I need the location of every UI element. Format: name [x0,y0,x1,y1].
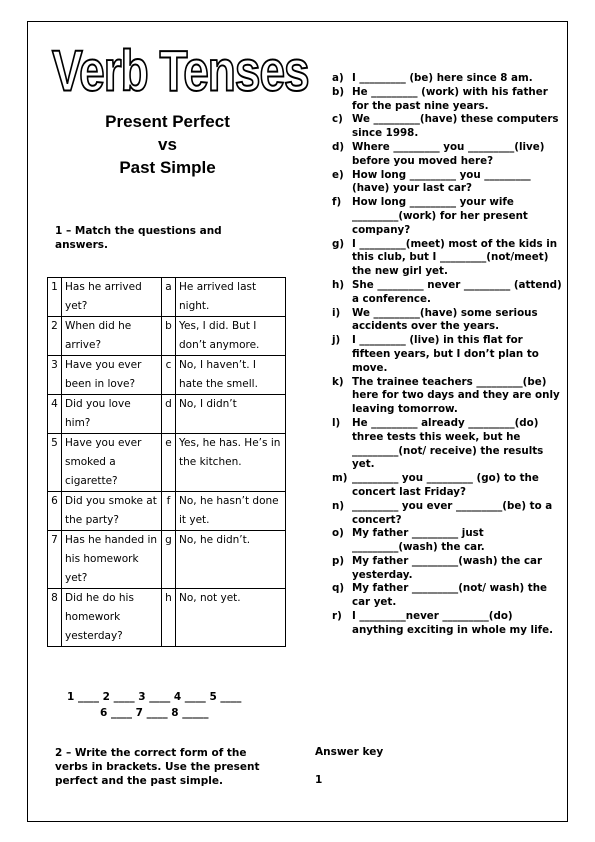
row-number: 1 [48,278,62,317]
exercise-text: I _________ (be) here since 8 am. [352,72,533,84]
exercise-letter: a) [332,72,344,84]
row-letter: f [162,492,176,531]
row-letter: a [162,278,176,317]
exercise-text: How long _________ you _________ (have) your last car? [352,168,531,195]
exercise-letter: o) [332,527,344,540]
row-number: 8 [48,589,62,647]
question-cell: When did he arrive? [62,317,162,356]
exercise-item[interactable] [332,307,562,335]
exercise-text: We _________(have) these computers since 1998. [352,113,559,140]
exercise-letter: j) [332,334,341,347]
exercise-item[interactable] [332,610,562,638]
question-cell: Did you love him? [62,395,162,434]
question-cell: Have you ever smoked a cigarette? [62,434,162,492]
table-row [48,589,286,647]
matching-table [47,277,286,647]
exercise-text: My father _________(not/ wash) the car yet. [352,582,548,609]
row-number: 5 [48,434,62,492]
exercise-item[interactable] [332,334,562,375]
worksheet-title: Verb Tenses [52,38,309,103]
table-row [48,531,286,589]
exercise-letter: q) [332,582,345,595]
exercise-text: _________ you _________ (go) to the concert last Friday? [352,472,539,498]
exercise-letter: i) [332,306,341,319]
exercise-item[interactable] [332,169,562,197]
row-letter: d [162,395,176,434]
matching-answer-lines [55,689,285,721]
table-row [48,317,286,356]
question-cell: Did you smoke at the party? [62,492,162,531]
answer-key-title: Answer key [315,746,384,758]
table-row [48,395,286,434]
answer-line-1[interactable]: 1 ____ 2 ____ 3 ____ 4 ____ 5 ____ [67,691,242,703]
exercise-item[interactable] [332,113,562,141]
exercise-letter: k) [332,375,344,388]
exercise-letter: r) [332,610,342,623]
section2-heading: 2 – Write the correct form of the verbs in brackets. Use the present perfect and the past simple. [55,747,260,787]
subtitle-line-1: Present Perfect [105,112,230,131]
exercise-text: My father _________(wash) the car yesterday. [352,554,543,581]
exercise-letter: p) [332,554,345,567]
exercise-item[interactable] [332,555,562,583]
answer-cell: No, I haven’t. I hate the smell. [176,356,286,395]
exercise-list [332,72,562,638]
exercise-letter: e) [332,168,344,181]
answer-cell: No, he hasn’t done it yet. [176,492,286,531]
exercise-text: He _________ (work) with his father for the past nine years. [352,85,548,112]
exercise-text: We _________(have) some serious accidents over the years. [352,306,538,333]
table-row [48,356,286,395]
exercise-text: _________ you ever _________(be) to a concert? [352,499,553,526]
subtitle-line-3: Past Simple [119,158,216,177]
exercise-item[interactable] [332,472,562,500]
exercise-text: I _________ (live) in this flat for fifteen years, but I don’t plan to move. [352,334,539,374]
table-row [48,434,286,492]
exercise-text: How long _________ your wife _________(work) for her present company? [352,196,528,236]
answer-cell: No, he didn’t. [176,531,286,589]
row-letter: g [162,531,176,589]
exercise-text: Where _________ you _________(live) before you moved here? [352,140,545,167]
exercise-letter: b) [332,85,345,98]
exercise-letter: n) [332,499,345,512]
table-row [48,492,286,531]
row-number: 3 [48,356,62,395]
exercise-text: The trainee teachers _________(be) here for two days and they are only leaving tomorrow. [352,375,560,416]
table-row [48,278,286,317]
exercise-text: He _________ already _________(do) three tests this week, but he _________(not/ receive) the results yet. [352,416,544,471]
exercise-item[interactable] [332,417,562,472]
exercise-item[interactable] [332,500,562,528]
row-number: 7 [48,531,62,589]
exercise-letter: f) [332,196,342,209]
question-cell: Has he handed in his homework yet? [62,531,162,589]
question-cell: Has he arrived yet? [62,278,162,317]
exercise-letter: m) [332,472,348,485]
exercise-letter: g) [332,237,345,250]
answer-cell: Yes, I did. But I don’t anymore. [176,317,286,356]
answer-cell: No, not yet. [176,589,286,647]
question-cell: Did he do his homework yesterday? [62,589,162,647]
exercise-item[interactable] [332,238,562,279]
answer-cell: No, I didn’t [176,395,286,434]
exercise-letter: h) [332,278,345,291]
section1-heading: 1 – Match the questions and answers. [55,225,222,251]
exercise-item[interactable] [332,72,562,86]
row-number: 4 [48,395,62,434]
row-letter: b [162,317,176,356]
exercise-letter: l) [332,416,341,429]
exercise-item[interactable] [332,376,562,417]
exercise-item[interactable] [332,527,562,555]
exercise-text: I _________(meet) most of the kids in this club, but I _________(not/meet) the new girl yet. [352,237,558,278]
answer-line-2[interactable]: 6 ____ 7 ____ 8 _____ [100,707,209,719]
exercise-text: She _________ never _________ (attend) a conference. [352,278,562,305]
exercise-item[interactable] [332,582,562,610]
exercise-letter: c) [332,113,343,126]
answer-key-first-item: 1 [315,774,323,786]
row-letter: h [162,589,176,647]
exercise-item[interactable] [332,141,562,169]
answer-cell: Yes, he has. He’s in the kitchen. [176,434,286,492]
row-number: 2 [48,317,62,356]
subtitle-line-2: vs [158,135,177,154]
row-number: 6 [48,492,62,531]
exercise-text: I _________never _________(do) anything exciting in whole my life. [352,610,553,636]
answer-cell: He arrived last night. [176,278,286,317]
exercise-item[interactable] [332,86,562,114]
subtitle [60,110,275,179]
exercise-letter: d) [332,140,345,153]
question-cell: Have you ever been in love? [62,356,162,395]
row-letter: e [162,434,176,492]
row-letter: c [162,356,176,395]
exercise-text: My father _________ just _________(wash) the car. [352,527,485,554]
exercise-item[interactable] [332,196,562,237]
exercise-item[interactable] [332,279,562,307]
